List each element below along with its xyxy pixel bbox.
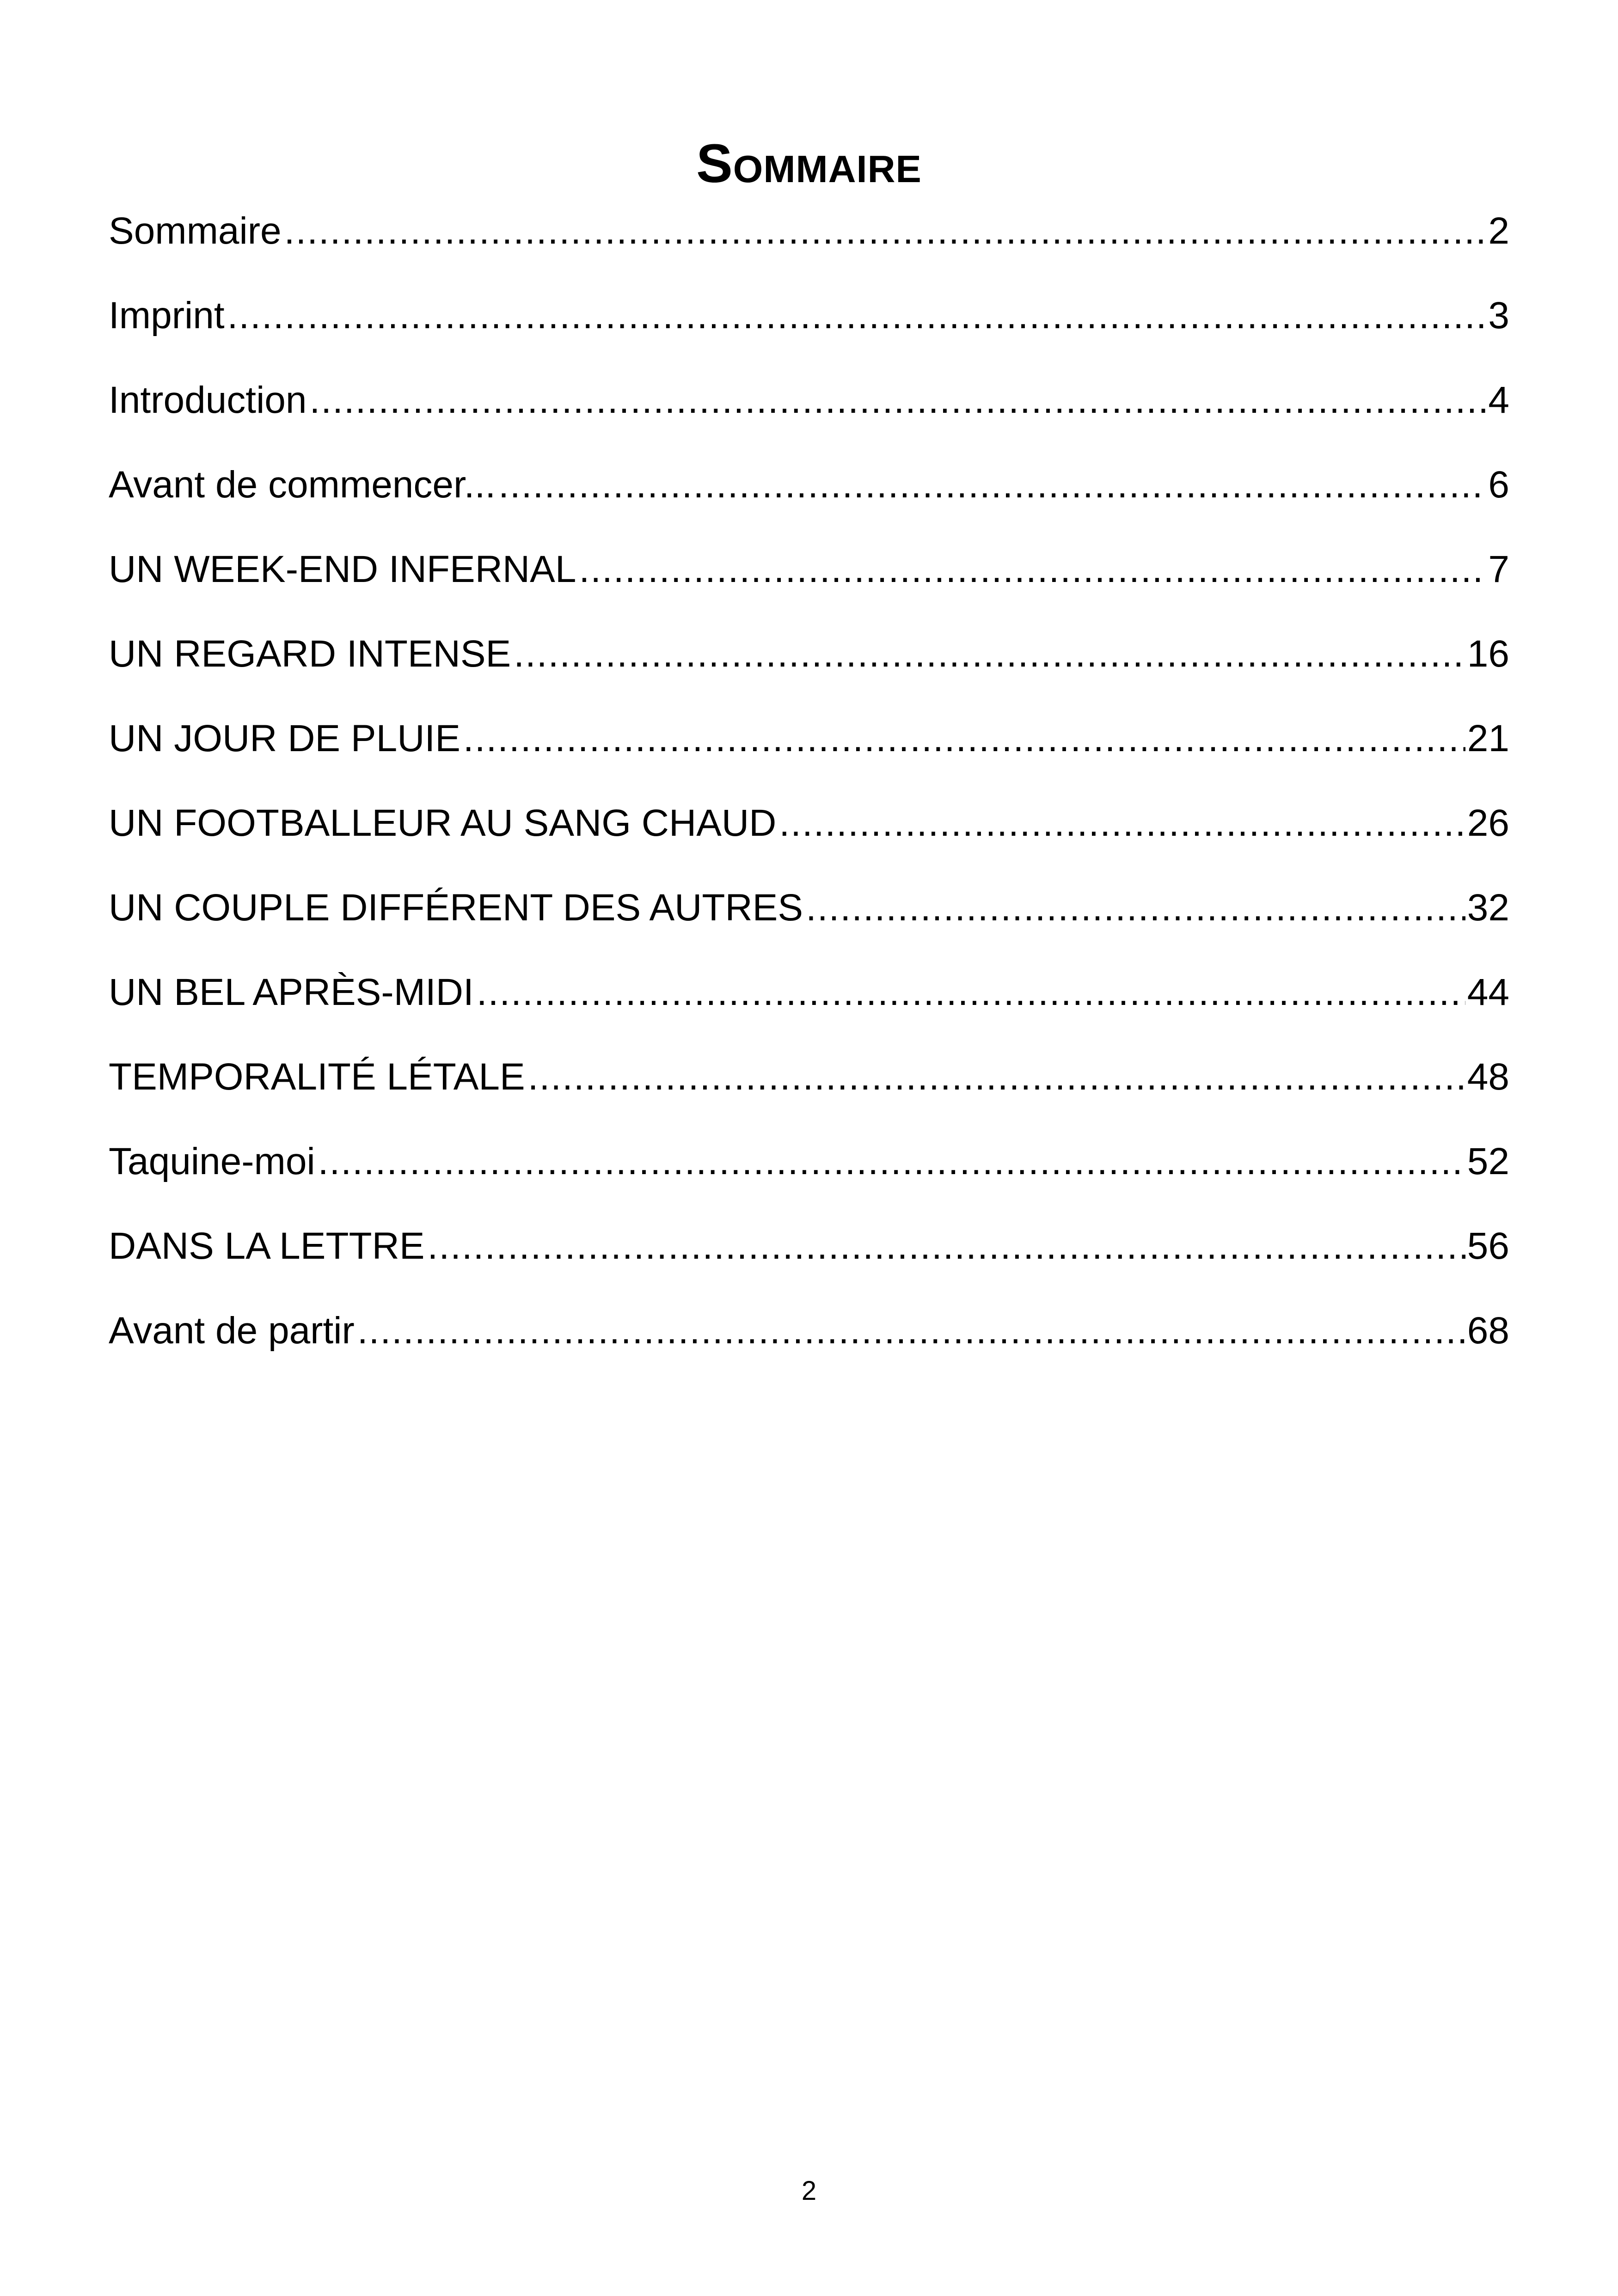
toc-entry[interactable] [109, 1298, 1509, 1383]
toc-entry-page: 44 [1467, 971, 1509, 1013]
page-number: 2 [801, 2176, 817, 2206]
toc-entry-page: 7 [1488, 548, 1509, 590]
toc-list [109, 199, 1509, 1383]
toc-entry-page: 48 [1467, 1056, 1509, 1098]
toc-entry[interactable] [109, 453, 1509, 537]
toc-entry[interactable] [109, 960, 1509, 1045]
toc-entry-label: UN JOUR DE PLUIE [109, 717, 460, 759]
toc-dot-leader [227, 283, 1487, 348]
toc-entry-label: UN FOOTBALLEUR AU SANG CHAUD [109, 802, 777, 844]
toc-dot-leader [477, 960, 1465, 1025]
toc-entry-page: 68 [1467, 1310, 1509, 1352]
toc-entry[interactable] [109, 1129, 1509, 1214]
toc-dot-leader [310, 368, 1487, 433]
toc-entry-label: Taquine-moi [109, 1140, 315, 1182]
toc-dot-leader [779, 791, 1465, 856]
toc-dot-leader [498, 453, 1486, 517]
toc-entry-page: 32 [1467, 887, 1509, 929]
toc-entry[interactable] [109, 706, 1509, 791]
toc-entry[interactable] [109, 537, 1509, 622]
toc-entry-page: 21 [1467, 717, 1509, 759]
toc-entry[interactable] [109, 199, 1509, 283]
toc-entry-label: UN BEL APRÈS-MIDI [109, 971, 474, 1013]
toc-entry[interactable] [109, 876, 1509, 960]
toc-entry-page: 3 [1488, 294, 1509, 337]
toc-entry-label: Sommaire [109, 210, 282, 252]
toc-entry[interactable] [109, 1045, 1509, 1129]
toc-entry-label: UN WEEK-END INFERNAL [109, 548, 576, 590]
toc-entry-page: 56 [1467, 1225, 1509, 1267]
toc-entry[interactable] [109, 283, 1509, 368]
toc-entry-page: 2 [1488, 210, 1509, 252]
toc-entry[interactable] [109, 791, 1509, 876]
toc-title: Sommaire [696, 133, 922, 195]
toc-dot-leader [284, 199, 1487, 263]
toc-entry-label: UN COUPLE DIFFÉRENT DES AUTRES [109, 887, 803, 929]
toc-entry-label: Imprint [109, 294, 225, 337]
toc-entry-label: UN REGARD INTENSE [109, 633, 511, 675]
toc-entry-page: 16 [1467, 633, 1509, 675]
toc-dot-leader [579, 537, 1486, 602]
toc-entry[interactable] [109, 368, 1509, 453]
toc-entry-label: Avant de partir [109, 1310, 355, 1352]
toc-entry-label: DANS LA LETTRE [109, 1225, 425, 1267]
toc-entry-page: 26 [1467, 802, 1509, 844]
toc-entry-label: Introduction [109, 379, 307, 421]
toc-entry[interactable] [109, 622, 1509, 706]
toc-entry[interactable] [109, 1214, 1509, 1298]
toc-entry-label: Avant de commencer... [109, 464, 496, 506]
toc-dot-leader [318, 1129, 1465, 1194]
toc-dot-leader [463, 706, 1465, 771]
toc-dot-leader [528, 1045, 1465, 1109]
toc-entry-page: 6 [1488, 464, 1509, 506]
toc-dot-leader [357, 1298, 1465, 1363]
toc-dot-leader [428, 1214, 1465, 1279]
toc-entry-page: 52 [1467, 1140, 1509, 1182]
toc-entry-page: 4 [1488, 379, 1509, 421]
toc-entry-label: TEMPORALITÉ LÉTALE [109, 1056, 525, 1098]
toc-dot-leader [806, 876, 1465, 940]
toc-dot-leader [514, 622, 1465, 686]
